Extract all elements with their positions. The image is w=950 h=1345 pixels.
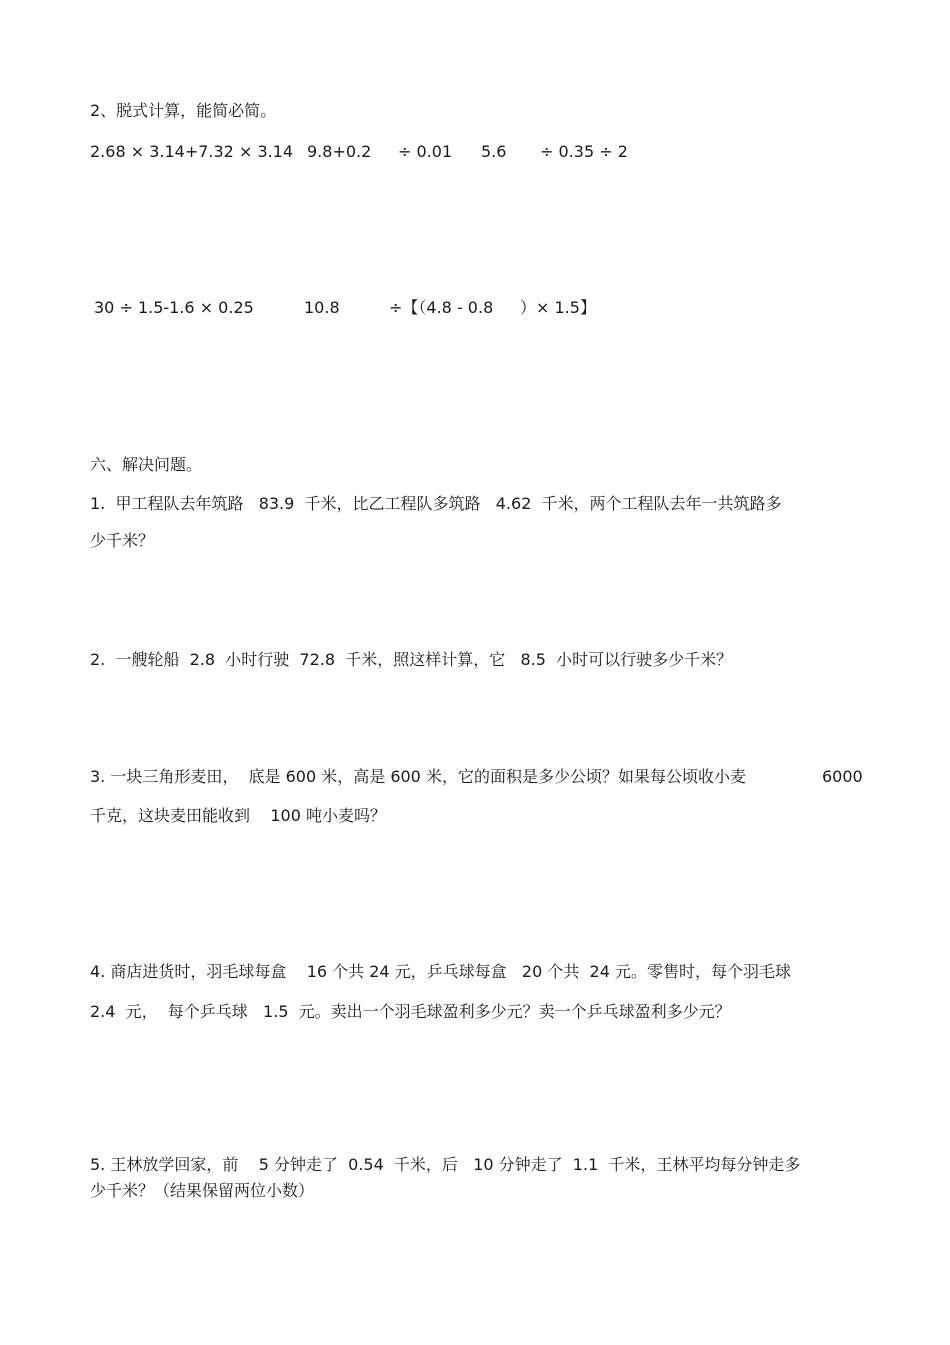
problem-4-line-2: 2.4 元， 每个乒乓球 1.5 元。卖出一个羽毛球盈利多少元？卖一个乒乓球盈利多少元？: [90, 1002, 731, 1021]
problem-4-line-1: 4. 商店进货时，羽毛球每盒 16 个共 24 元，乒乓球每盒 20 个共 24 元。零售时，每个羽毛球: [90, 962, 791, 981]
problem-3-number: 6000: [822, 767, 863, 786]
problem-2-line-1: 2. 一艘轮船 2.8 小时行驶 72.8 千米，照这样计算，它 8.5 小时可以行驶多少千米？: [90, 650, 733, 669]
problem-1-line-2: 少千米？: [90, 531, 155, 550]
expr-row2-item1: 30 ÷ 1.5-1.6 × 0.25: [94, 298, 254, 317]
expr-row2-item2c: ）× 1.5】: [520, 298, 596, 317]
expr-row1-item2b: ÷ 0.01: [398, 142, 453, 161]
problem-3-line-1: 3. 一块三角形麦田， 底是 600 米，高是 600 米，它的面积是多少公顷？如果每公顷收小麦: [90, 767, 746, 786]
problem-5-line-2: 少千米？（结果保留两位小数）: [90, 1181, 315, 1200]
expr-row1-item2a: 9.8+0.2: [307, 142, 372, 161]
expr-row1-item3a: 5.6: [481, 142, 507, 161]
problem-3-line-2: 千克，这块麦田能收到 100 吨小麦吗？: [90, 806, 386, 825]
expr-row1-item3b: ÷ 0.35 ÷ 2: [540, 142, 628, 161]
problem-1-line-1: 1. 甲工程队去年筑路 83.9 千米，比乙工程队多筑路 4.62 千米，两个工程队去年一共筑路多: [90, 494, 782, 513]
section6-heading: 六、解决问题。: [90, 455, 203, 474]
expr-row2-item2a: 10.8: [304, 298, 340, 317]
expr-row2-item2b: ÷【（4.8 - 0.8: [389, 298, 494, 317]
problem-5-line-1: 5. 王林放学回家，前 5 分钟走了 0.54 千米，后 10 分钟走了 1.1 千米，王林平均每分钟走多: [90, 1155, 801, 1174]
expr-row1-item1: 2.68 × 3.14+7.32 × 3.14: [90, 142, 294, 161]
section2-heading: 2、脱式计算，能简必简。: [90, 101, 277, 120]
